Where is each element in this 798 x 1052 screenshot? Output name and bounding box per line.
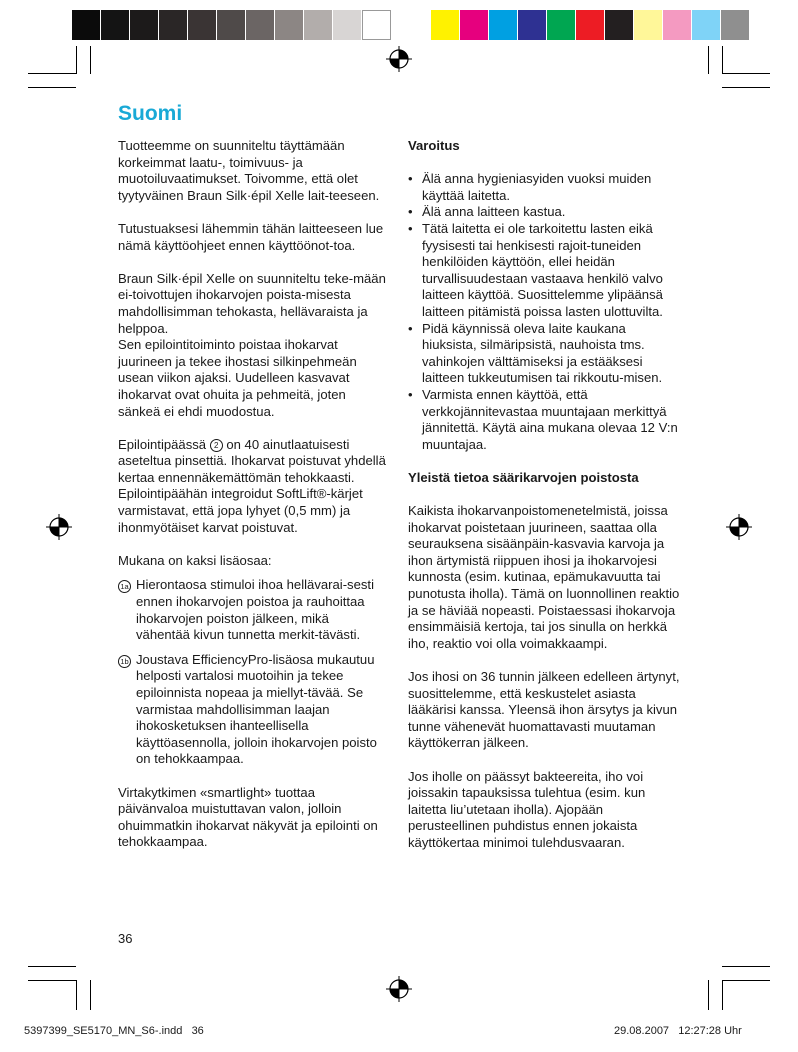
crop-mark [708,980,709,1010]
list-item: • Tätä laitetta ei ole tarkoitettu lasten eikä fyysisesti tai henkisesti rajoit-tuneiden henkilöiden käyttöön, ellei heidän turvallisuudestaan vastaava henkilö valvo laitteen käyttöä. Suosittelemme ylipäänsä laitteen pitämistä poissa lasten ulottuvilta. [408,221,682,321]
accessory-item [118,652,386,768]
accessories-intro: Mukana on kaksi lisäosaa: [118,552,272,568]
color-swatch [431,10,460,40]
info-paragraph: Jos ihosi on 36 tunnin jälkeen edelleen ärtynyt, suosittelemme, että keskustelet asiasta lääkärisi kanssa. Yleensä ihon ärsytys ja kivun tunne vähenevät huomattavasti muutaman käyttökerran jälkeen. [408,669,680,751]
color-calibration-bar [72,10,750,40]
color-swatch [576,10,605,40]
color-swatch [101,10,130,40]
info-paragraph: Jos iholle on päässyt bakteereita, iho voi joissakin tapauksissa tulehtua (esim. kun laitetta liu’utetaan iholla). Ajopään perusteellinen puhdistus ennen jokaista käyttökertaa minimoi tulehdusvaaran. [408,768,646,850]
color-swatch [333,10,362,40]
color-swatch [634,10,663,40]
epilation-function-text: Sen epilointitoiminto poistaa ihokarvat juurineen ja tekee ihostasi silkinpehmeän usean viikon ajaksi. Uudelleen kasvavat ihokarvat ovat ohuita ja pehmeitä, joten sänkeä ei ehdi muodostua. [118,337,357,419]
crop-mark [90,46,91,74]
warning-heading: Varoitus [408,138,460,153]
crop-mark [708,46,709,74]
color-swatch [721,10,750,40]
crop-mark [722,980,723,1010]
page-number: 36 [118,931,133,946]
crop-mark [722,87,770,88]
epilation-head-text-end: on 40 ainutlaatuisesti aseteltua pinsettiä. Ihokarvat poistuvat yhdellä kertaa ennennäkemättömän tehokkaasti. Epilointipäähän integroidut SoftLift®-kärjet varmistavat, että jopa lyhyet (0,5 mm) ja ihonmyötäiset karvat poistuvat. [118,436,386,535]
reference-number-icon: 1a [118,580,131,593]
color-swatch [362,10,391,40]
reference-number-icon: 1b [118,655,131,668]
crop-mark [28,980,76,981]
color-swatch [217,10,246,40]
crop-mark [28,73,76,74]
epilation-head-paragraph [118,437,386,537]
color-swatch [692,10,721,40]
accessory-text: Joustava EfficiencyPro-lisäosa mukautuu helposti vartalosi muotoihin ja tekee epiloinnista nopeaa ja miellyt-tävää. Se varmistaa mahdollisimman laajan ihokosketuksen ihanteellisella käyttöasennolla, jolloin ihokarvojen poisto on tehokkaampaa. [136,651,377,767]
instructions-paragraph: Tutustuaksesi lähemmin tähän laitteeseen lue nämä käyttöohjeet ennen käyttöönot-toa. [118,220,384,253]
crop-mark [76,46,77,74]
list-item: • Älä anna laitteen kastua. [408,204,682,221]
crop-mark [28,87,76,88]
accessory-text: Hierontaosa stimuloi ihoa hellävarai-sesti ennen ihokarvojen poistoa ja rauhoittaa ihokarvojen poiston jälkeen, mikä vähentää kivun tunnetta merkit-tävästi. [136,577,374,643]
crop-mark [90,980,91,1010]
intro-paragraph: Tuotteemme on suunniteltu täyttämään korkeimmat laatu-, toimivuus- ja muotoiluvaatimukset. Toivomme, että olet tyytyväinen Braun Silk·épil Xelle lait-teeseen. [118,138,380,203]
reference-number-icon: 2 [210,439,223,452]
right-column [408,138,682,868]
registration-mark-icon [386,46,412,72]
product-description-paragraph [118,271,386,420]
color-swatch [605,10,634,40]
smartlight-paragraph: Virtakytkimen «smartlight» tuottaa päivänvaloa muistuttavan valon, jolloin ohuimmatkin ihokarvat näkyvät ja epilointi on tehokkaampaa. [118,784,378,850]
footer-date: 29.08.2007 12:27:28 Uhr [614,1025,742,1037]
registration-mark-icon [726,514,752,540]
color-swatch [246,10,275,40]
crop-mark [722,980,770,981]
color-swatch [130,10,159,40]
footer-file-name: 5397399_SE5170_MN_S6-.indd 36 [24,1025,204,1037]
color-swatch [518,10,547,40]
list-item: • Pidä käynnissä oleva laite kaukana hiuksista, silmäripsistä, nauhoista tms. vahinkojen välttämiseksi ja estääksesi laitteen tukkeutumisen tai rikkoutu-misen. [408,321,682,387]
crop-mark [76,980,77,1010]
crop-mark [722,966,770,967]
color-swatch [663,10,692,40]
color-swatch [489,10,518,40]
crop-mark [28,966,76,967]
color-swatch [159,10,188,40]
crop-mark [722,73,770,74]
colorbar-gap [391,10,431,40]
warning-list [408,171,682,453]
epilation-head-text-start: Epilointipäässä [118,436,207,452]
left-column [118,138,386,868]
info-heading: Yleistä tietoa säärikarvojen poistosta [408,469,639,485]
color-swatch [188,10,217,40]
color-swatch [460,10,489,40]
info-paragraph: Kaikista ihokarvanpoistomenetelmistä, joissa ihokarvat poistetaan juurineen, saattaa olla seurauksena sisäänpäin-kasvavia karvoja ja ihon ärtymistä riippuen ihosi ja ihokarvojesi kunnosta (esim. kutinaa, epämukavuutta tai punotusta iholla). Tämä on luonnollinen reaktio ja se häviää nopeasti. Poistaessasi ihokarvoja ensimmäisiä kertoja, tai jos sinulla on herkkä iho, reaktio voi olla voimakkaampi. [408,503,680,651]
color-swatch [275,10,304,40]
accessory-item [118,577,386,643]
color-swatch [304,10,333,40]
color-swatch [547,10,576,40]
registration-mark-icon [46,514,72,540]
product-description-text: Braun Silk·épil Xelle on suunniteltu teke-mään ei-toivottujen ihokarvojen poista-misesta mahdollisimman tehokasta, hellävaraista ja helppoa. [118,270,386,336]
registration-mark-icon [386,976,412,1002]
color-swatch [72,10,101,40]
list-item: • Älä anna hygieniasyiden vuoksi muiden käyttää laitetta. [408,171,682,204]
list-item: • Varmista ennen käyttöä, että verkkojännitevastaa muuntajaan merkittyä jännitettä. Käytä aina mukana olevaa 12 V:n muuntajaa. [408,387,682,453]
crop-mark [722,46,723,74]
page-title: Suomi [118,102,183,125]
